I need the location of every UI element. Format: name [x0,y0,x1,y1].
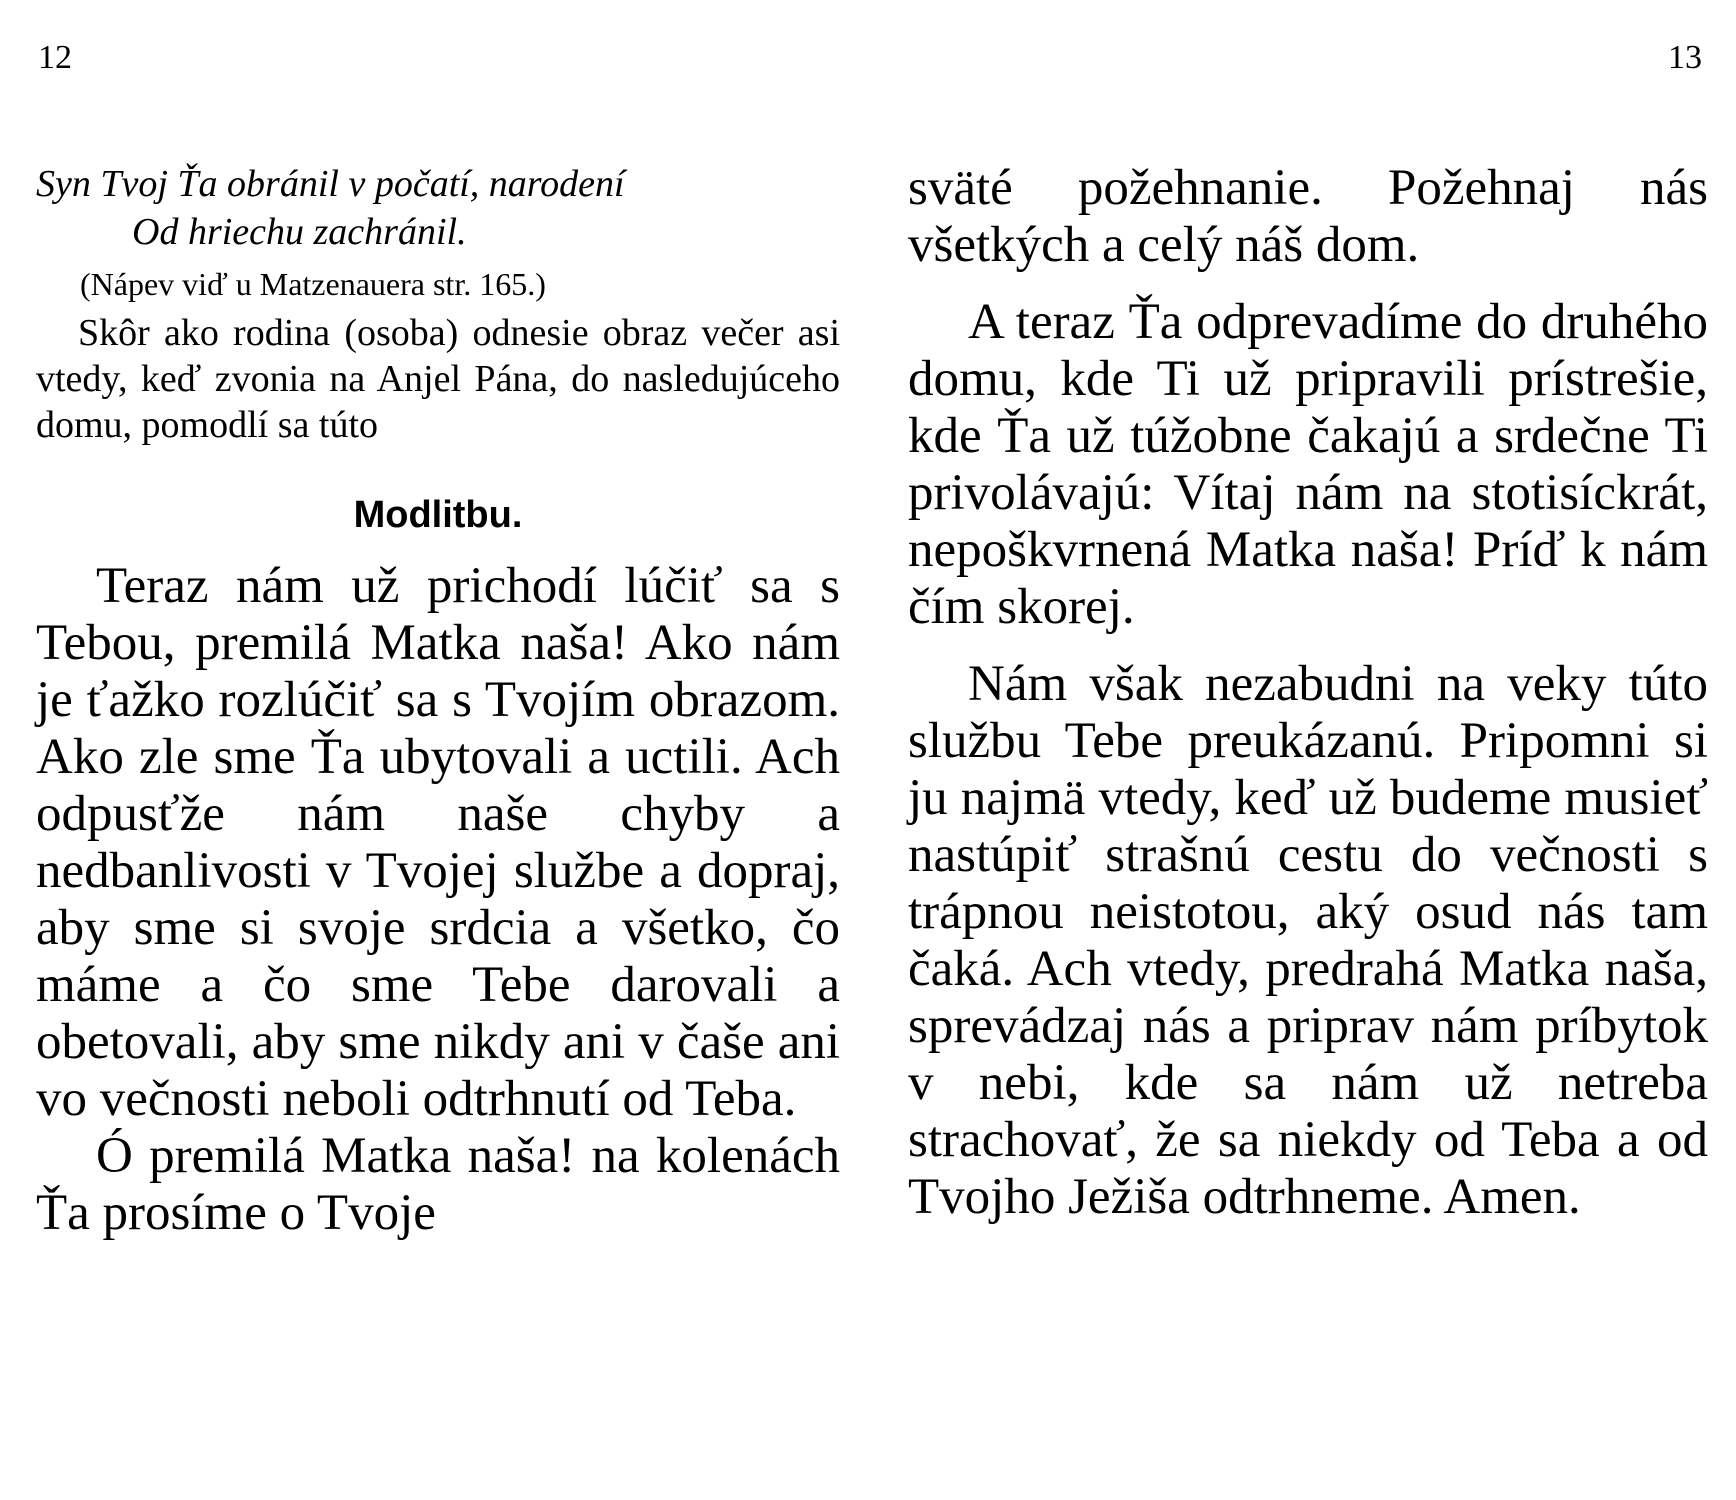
right-page [908,160,1708,1226]
instruction-paragraph: Skôr ako rodina (osoba) odnesie obraz večer asi vtedy, keď zvonia na Anjel Pána, do nasledujúceho domu, pomodlí sa túto [36,312,840,446]
left-page [36,160,840,1242]
prayer-paragraph-2: Ó premilá Matka naša! na kolenách Ťa prosíme o Tvoje [36,1128,840,1241]
prayer-heading: Modlitbu. [353,494,523,536]
hymn-verse-line-2: Od hriechu zachránil. [132,211,467,253]
page-number-right: 13 [1668,39,1702,76]
page-number-left: 12 [38,39,72,76]
right-paragraph-2: A teraz Ťa odprevadíme do druhého domu, kde Ti už pripravili prístrešie, kde Ťa už túžobne čakajú a srdečne Ti privolávajú: Vítaj nám na stotisíckrát, nepoškvrnená Matka naša! Príď k nám čím skorej. [908,294,1708,635]
melody-note: (Nápev viď u Matzenauera str. 165.) [80,266,546,302]
hymn-verse-line-1: Syn Tvoj Ťa obránil v počatí, narodení [36,163,625,205]
right-paragraph-3: Nám však nezabudni na veky túto službu Tebe preukázanú. Pripomni si ju najmä vtedy, keď už budeme musieť nastúpiť strašnú cestu do večnosti s trápnou neistotou, aký osud nás tam čaká. Ach vtedy, predrahá Matka naša, sprevádzaj nás a priprav nám príbytok v nebi, kde sa nám už netreba strachovať, že sa niekdy od Teba a od Tvojho Ježiša odtrhneme. Amen. [908,656,1708,1225]
right-paragraph-1: sväté požehnanie. Požehnaj nás všetkých a celý náš dom. [908,160,1708,273]
prayer-paragraph-1: Teraz nám už prichodí lúčiť sa s Tebou, premilá Matka naša! Ako nám je ťažko rozlúčiť sa s Tvojím obrazom. Ako zle sme Ťa ubytovali a uctili. Ach odpusťže nám naše chyby a nedbanlivosti v Tvojej službe a dopraj, aby sme si svoje srdcia a všetko, čo máme a čo sme Tebe darovali a obetovali, aby sme nikdy ani v čaše ani vo večnosti neboli odtrhnutí od Teba. [36,558,840,1127]
